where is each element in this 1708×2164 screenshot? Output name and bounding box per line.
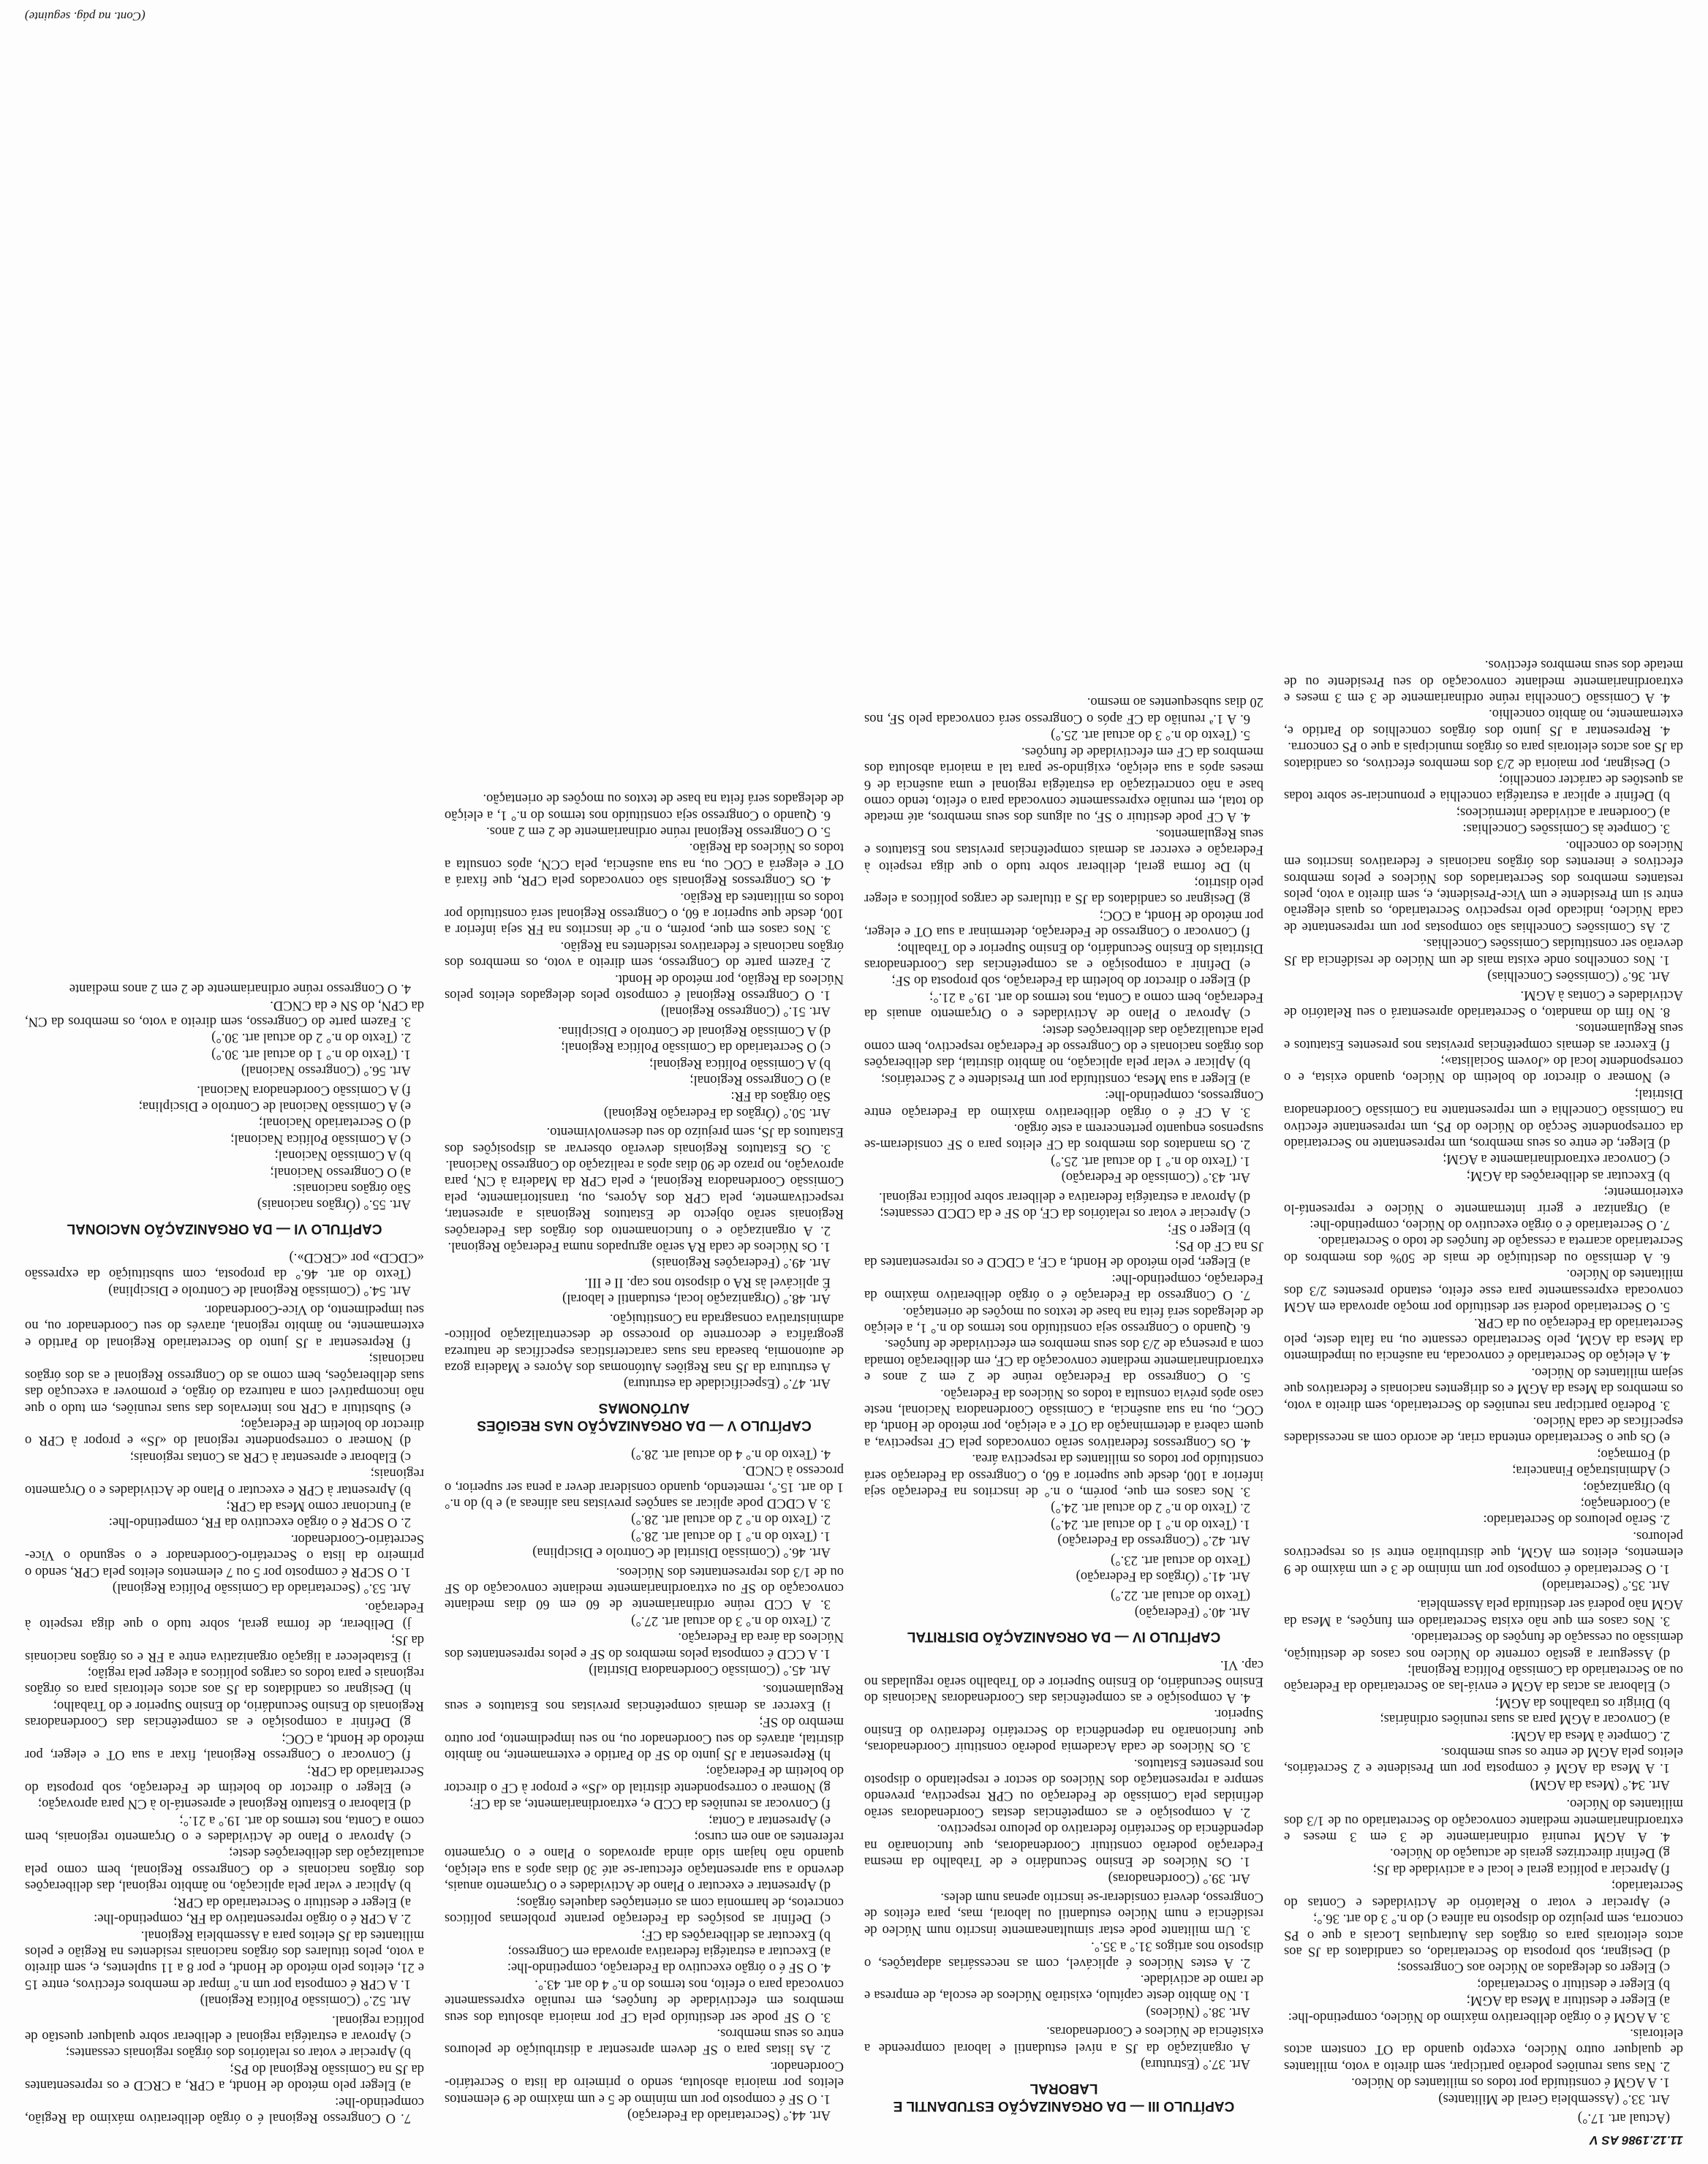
paragraph: 3. Um militante pode estar simultaneamente inscrito num Núcleo de residência e num Núcleo estudantil ou laboral, mas, para efeitos de Congresso, deverá considerar-se inscrito apenas num deles. [864, 1889, 1263, 1938]
paragraph: 3. Os Núcleos de cada Academia poderão constituir Coordenadoras, que funcionarão na dependência do Secretário federativo do Ensino Superior. [864, 1706, 1263, 1755]
paragraph: 1. O SCPR é composto por 5 ou 7 elementos eleitos pela CPR, sendo o primeiro da lista o Secretário-Coordenador e o segundo o Vice-Secretário-Coordenador. [25, 1531, 424, 1580]
paragraph: 6. Quando o Congresso seja constituído nos termos do n.° 1, a eleição de delegados será feita na base de textos ou moções de orientação. [445, 791, 844, 823]
paragraph: f) Exercer as demais competências previstas nos presentes Estatutos e seus Regulamentos. [1284, 1021, 1683, 1053]
paragraph: b) Aplicar e velar pela aplicação, no âmbito distrital, das deliberações dos órgãos nacionais e do Congresso de Federação respectivo, bem como pela actualização das deliberações deste; [864, 1022, 1263, 1071]
paragraph: 4. A Comissão Concelhia reúne ordinariamente de 3 em 3 meses e extraordinariamente mediante convocação do seu Presidente ou de metade dos seus membros efectivos. [1284, 657, 1683, 706]
paragraph: 2. A CPR é o órgão representativo da FR, competindo-lhe: [94, 1911, 411, 1927]
paragraph: 6. A 1.ª reunião da CF após o Congresso será convocada pelo SF, nos 20 dias subsequentes ao mesmo. [864, 695, 1263, 727]
paragraph: 3. Poderão participar nas reuniões do Secretariado, sem direito a voto, os membros da Mesa da AGM e os dirigentes nacionais e federativos que sejam militantes do Núcleo. [1284, 1364, 1683, 1413]
paragraph: a) O Congresso Regional; [689, 1072, 831, 1089]
paragraph: 1. (Texto do n.° 1 do actual art. 24.°) [1051, 1516, 1250, 1532]
chapter-heading: CAPÍTULO III — DA ORGANIZAÇÃO ESTUDANTIL E LABORAL [893, 2081, 1235, 2114]
paragraph: Art. 55.° (Órgãos nacionais) [257, 1197, 411, 1213]
paragraph: c) O Secretariado da Comissão Política Regional; [561, 1040, 831, 1056]
paragraph: c) Aprovar a estratégia regional e deliberar sobre qualquer questão de política regional. [25, 2012, 424, 2044]
paragraph: a) Funcionar como Mesa da CPR; [226, 1498, 411, 1514]
paragraph: 5. O Congresso da Federação reúne de 2 em 2 anos e extraordinariamente mediante convocação da CF, em deliberação tomada com a presença de 2/3 dos seus membros em efectividade de funções. [864, 1336, 1263, 1385]
paragraph: e) Apresentar a Conta; [708, 1812, 831, 1828]
paragraph: d) Formação; [1597, 1446, 1670, 1462]
paragraph: c) Definir as posições da Federação perante problemas políticos concretos, de harmonia com as orientações daqueles órgãos; [445, 1894, 844, 1927]
paragraph: 4. A CF pode destituir o SF, ou alguns dos seus membros, até metade do total, em reunião expressamente convocada para o efeito, tendo como base a não concretização da estratégia regional e uma ausência de 6 meses após a sua eleição, exigindo-se para tal a maioria absoluta dos membros da CF em efectividade de funções. [864, 744, 1263, 825]
paragraph: Art. 37.° (Estrutura) [1141, 2057, 1250, 2072]
paragraph: b) Apreciar e votar os relatórios dos órgãos regionais cessantes; [65, 2045, 411, 2061]
paragraph: f) Convocar o Congresso Regional, fixar a sua OT e eleger, por método de Hondt, a COC; [25, 1730, 424, 1763]
paragraph: Art. 51.° (Congresso Regional) [660, 1004, 831, 1020]
paragraph: 1. (Texto do n.° 1 do actual art. 28.°) [631, 1528, 831, 1544]
paragraph: 3. Os Estatutos Regionais deverão observar as disposições dos Estatutos da JS, sem prejuízo do seu desenvolvimento. [445, 1124, 844, 1157]
paragraph: 1. Os Núcleos de cada RA serão agrupados numa Federação Regional. [447, 1239, 831, 1255]
paragraph: e) Definir a composição e as competências das Coordenadoras Distritais do Ensino Secundário, do Ensino Superior e do Trabalho; [864, 940, 1263, 972]
paragraph: Art. 35.° (Secretariado) [1542, 1578, 1670, 1593]
paragraph: e) A Comissão Nacional de Controlo e Disciplina; [138, 1099, 411, 1115]
paragraph: 1. O Congresso Regional é composto pelos delegados eleitos pelos Núcleos da Região, por método de Hondt. [445, 971, 844, 1003]
paragraph: 1. A Mesa da AGM é composta por um Presidente e 2 Secretários, eleitos pela AGM de entre os seus membros. [1284, 1744, 1683, 1777]
continuation-note: (Cont. na pág. seguinte) [25, 10, 146, 23]
paragraph: A organização da JS a nível estudantil e laboral compreende a existência de Núcleos e Coordenadoras. [864, 2024, 1263, 2056]
paragraph: d) O Secretariado Nacional; [258, 1115, 411, 1131]
paragraph: 4. Os Congressos federativos serão convocados pela CF respectiva, a quem caberá a determinação da OT e a eleição, por método de Hondt, da COC, ou, na sua ausência, a Comissão Coordenadora Nacional, neste caso após prévia consulta a todos os Núcleos da Federação. [864, 1385, 1263, 1450]
paragraph: Art. 40.° (Federação) [1134, 1604, 1250, 1620]
paragraph: Art. 34.° (Mesa da AGM) [1530, 1777, 1670, 1793]
paragraph: g) Designar os candidatos da JS a titulares de cargos políticos a eleger pelo distrito; [864, 874, 1263, 907]
paragraph: (Texto do actual art. 22.°) [1111, 1588, 1250, 1604]
paragraph: 5. O Secretariado poderá ser destituído por moção aprovada em AGM convocada expressamente para esse efeito, estando presentes 2/3 dos militantes do Núcleo. [1284, 1266, 1683, 1315]
paragraph: e) Eleger o director do boletim de Federação, sob proposta do Secretariado da CPR; [25, 1763, 424, 1796]
paragraph: 4. A AGM reunirá ordinariamente de 3 em 3 meses e extraordinariamente mediante convocação do Secretariado ou de 1/3 dos militantes do Núcleo. [1284, 1796, 1683, 1845]
paragraph: a) Eleger a sua Mesa, constituída por um Presidente e 2 Secretários; [881, 1071, 1250, 1087]
header-left: 11.12.1986 AS V [1590, 2133, 1683, 2147]
text-columns [25, 29, 1683, 2126]
paragraph: 3. A CF é o órgão deliberativo máximo da Federação entre Congressos, competindo-lhe: [864, 1088, 1263, 1120]
paragraph: 3. A CDCD pode aplicar as sanções previstas nas alíneas a) e b) do n.° 1 do art. 15.°, remetendo, quando considerar dever a pena ser superior, o processo à CNCD. [445, 1463, 844, 1511]
paragraph: 1. Nos concelhos onde exista mais de um Núcleo de residência da JS deverão ser constituídas Comissões Concelhias. [1284, 936, 1683, 968]
paragraph: c) Aprovar o Plano de Actividades e o Orçamento anuais da Federação, bem como a Conta, nos termos do art. 19.° a 21.°; [864, 989, 1263, 1022]
paragraph: 2. A composição e as competências destas Coordenadoras serão definidas pela Comissão de Federação ou CPR respectiva, prevendo sempre a representação dos Núcleos do sector e respeitando o disposto nos presentes Estatutos. [864, 1755, 1263, 1820]
paragraph: 6. Quando o Congresso seja constituído nos termos do n.° 1, a eleição de delegados será feita na base de textos ou moções de orientação. [864, 1304, 1263, 1336]
paragraph: b) A Comissão Política Regional; [649, 1056, 831, 1072]
paragraph: j) Deliberar, de forma geral, sobre tudo o que diga respeito à Federação. [25, 1600, 424, 1632]
paragraph: Art. 38.° (Núcleos) [1146, 2004, 1250, 2020]
paragraph: Art. 33.° (Assembleia Geral de Militantes) [1438, 2091, 1670, 2107]
paragraph: b) Eleger o SF; [1167, 1222, 1250, 1238]
paragraph: 2. As Comissões Concelhias são compostas por um representante de cada Núcleo, indicado pelo respectivo Secretariado, os quais elegerão entre si um Presidente e um Vice-Presidente, e, sem direito a voto, pelos restantes membros dos Secretariados dos Núcleos e pelos membros efectivos e inerentes dos órgãos nacionais e federativos inscritos em Núcleos do concelho. [1284, 837, 1683, 935]
paragraph: 2. (Texto do n.° 2 do actual art. 30.°) [211, 1030, 411, 1046]
paragraph: 2. (Texto do n.° 2 do actual art. 24.°) [1051, 1500, 1250, 1516]
paragraph: g) Nomear o correspondente distrital do «JS» e propor à CF o director do boletim de Federação; [445, 1763, 844, 1796]
paragraph: 7. O Congresso da Federação é o órgão deliberativo máximo da Federação, competindo-lhe: [864, 1271, 1263, 1304]
paragraph: É aplicável às RA o disposto nos cap. II e III. [584, 1274, 831, 1290]
paragraph: b) Definir e aplicar a estratégia concelhia e pronunciar-se sobre todas as questões de carácter concelhio; [1284, 772, 1683, 804]
paragraph: c) Administração Financeira; [1512, 1463, 1670, 1479]
paragraph: 4. (Texto do n.° 4 do actual art. 28.°) [631, 1446, 831, 1462]
paragraph: 1. (Texto do n.° 1 do actual art. 30.°) [211, 1046, 411, 1062]
paragraph: Art. 48.° (Organização local, estudantil e laboral) [562, 1291, 831, 1307]
paragraph: 2. A estes Núcleos é aplicável, com as necessárias adaptações, o disposto nos artigos 31.° a 35.°. [864, 1939, 1263, 1971]
paragraph: 2. (Texto do n.° 3 do actual art. 27.°) [631, 1613, 831, 1629]
paragraph: 3. Nos casos em que não exista Secretariado em funções, a Mesa da AGM não poderá ser destituída pela Assembleia. [1284, 1597, 1683, 1629]
paragraph: d) Apresentar e executar o Plano de Actividades e o Orçamento anuais, devendo a sua apresentação efectuar-se até 30 dias após a sua eleição, quando não hajam sido ainda aprovados o Plano e o Orçamento referentes ao ano em curso; [445, 1829, 844, 1894]
paragraph: i) Estabelecer a ligação organizativa entre a FR e os órgãos nacionais da JS; [25, 1633, 424, 1665]
paragraph: 4. A eleição do Secretariado é convocada, na ausência ou impedimento da Mesa da AGM, pelo Secretariado cessante ou, na falta deste, pelo Secretariado da Federação ou da CPR. [1284, 1315, 1683, 1364]
paragraph: c) Aprovar o Plano de Actividades e o Orçamento regionais, bem como a Conta, nos termos do art. 19.° a 21.°; [25, 1812, 424, 1845]
paragraph: 5. (Texto do n.° 3 do actual art. 25.°) [1051, 727, 1250, 744]
paragraph: a) Coordenar a actividade internúcleos; [1456, 804, 1670, 820]
column-3 [445, 29, 844, 2126]
paragraph: e) Substituir a CPR nos intervalos das suas reuniões, em tudo o que não incompatível com a natureza do órgão, e promover a execução das suas deliberações, bem como as do Congresso Regional e as dos órgãos nacionais; [25, 1351, 424, 1416]
paragraph: d) Assegurar a gestão corrente do Núcleo nos casos de destituição, demissão ou cessação de funções do Secretariado. [1284, 1630, 1683, 1662]
paragraph: 1. (Texto do n.° 1 do actual art. 25.°) [1051, 1153, 1250, 1169]
paragraph: c) Eleger os delegados ao Núcleo aos Congressos; [1397, 1960, 1670, 1976]
paragraph: Art. 36.° (Comissões Concelhias) [1487, 968, 1670, 984]
paragraph: Art. 45.° (Comissão Coordenadora Distrital) [589, 1662, 831, 1679]
paragraph: 4. A composição e as competências das Coordenadoras Nacionais do Ensino Secundário, do Ensino Superior e do Trabalho serão reguladas no cap. VI. [864, 1657, 1263, 1706]
paragraph: 2. (Texto do n.° 2 do actual art. 28.°) [631, 1512, 831, 1528]
paragraph: b) Apresentar à CPR e executar o Plano de Actividades e o Orçamento regionais; [25, 1466, 424, 1498]
paragraph: (Texto do actual art. 23.°) [1111, 1552, 1250, 1568]
paragraph: 5. O Congresso Regional reúne ordinariamente de 2 em 2 anos. [486, 823, 831, 839]
paragraph: 2. A organização e o funcionamento dos órgãos das Federações Regionais serão objecto de Estatutos Regionais a apresentar, respectivamente, pela CPR dos Açores, ou, transitoriamente, pela Comissão Coordenadora Regional, e pela CPR da Madeira à CN, para aprovação, no prazo de 90 dias após a realização do Congresso Nacional. [445, 1157, 844, 1238]
paragraph: Art. 56.° (Congresso Nacional) [241, 1063, 411, 1079]
paragraph: 2. O SCPR é o órgão executivo da FR, competindo-lhe: [108, 1515, 411, 1531]
paragraph: b) Aplicar e velar pela aplicação, no âmbito regional, das deliberações dos órgãos nacionais e do Congresso Regional, bem como pela actualização das deliberações deste; [25, 1845, 424, 1894]
paragraph: 1. O SF é composto por um mínimo de 5 e um máximo de 9 elementos eleitos por maioria absoluta, sendo o primeiro da lista o Secretário-Coordenador. [445, 2058, 844, 2107]
paragraph: A estrutura da JS nas Regiões Autónomas dos Açores e Madeira goza de autonomia, baseada nas suas características específicas de natureza geográfica e decorrente do processo de descentralização político-administrativa consagrada na Constituição. [445, 1310, 844, 1375]
paragraph: a) Executar a estratégia federativa aprovada em Congresso; [507, 1943, 831, 1959]
paragraph: 3. O SF pode ser destituído pela CF por maioria absoluta dos seus membros em efectividade de funções, em reunião expressamente convocada para o efeito, nos termos do n.° 4 do art. 43.°. [445, 1976, 844, 2025]
paragraph: a) Eleger, pelo método de Hondt, a CF, a CDCD e os representantes da JS na CF do PS; [864, 1238, 1263, 1271]
paragraph: i) Exercer as demais competências previstas nos Estatutos e seus Regulamentos. [445, 1681, 844, 1714]
paragraph: h) Designar os candidatos da JS aos actos eleitorais para os órgãos regionais e para todos os cargos políticos a eleger pela região; [25, 1665, 424, 1698]
paragraph: e) Apreciar e votar o Relatório de Actividades e Contas do Secretariado; [1284, 1878, 1683, 1910]
paragraph: f) Representar a JS junto do Secretariado Regional do Partido e externamente, no âmbito regional, através do seu Coordenador ou, no seu impedimento, do Vice-Coordenador. [25, 1302, 424, 1350]
paragraph: a) Coordenação; [1580, 1495, 1670, 1511]
paragraph: (Texto do art. 46.° da proposta, com substituição da expressão «CDCD» por «CRCD».) [25, 1249, 424, 1282]
paragraph: f) Convocar o Congresso de Federação, determinar a sua OT e eleger, por método de Hondt, a COC; [864, 907, 1263, 940]
paragraph: 4. O SF é o órgão executivo da Federação, competindo-lhe: [507, 1960, 831, 1976]
paragraph: 4. Os Congressos Regionais são convocados pela CPR, que fixará a OT e elegerá a COC ou, na sua ausência, pela CCN, após consulta a todos os Núcleos da Região. [445, 840, 844, 889]
paragraph: 1. No âmbito deste capítulo, existirão Núcleos de escola, de empresa e de ramo de actividade. [864, 1971, 1263, 2004]
paragraph: 7. O Secretariado é o órgão executivo do Núcleo, competindo-lhe: [1310, 1217, 1670, 1233]
paragraph: c) Elaborar e apresentar à CPR as Contas regionais; [129, 1449, 411, 1465]
paragraph: 2. Os mandatos dos membros da CF eleitos para o SF consideram-se suspensos enquanto pertencerem a este órgão. [864, 1121, 1263, 1153]
column-2 [864, 29, 1263, 2126]
paragraph: b) Dirigir os trabalhos da AGM; [1494, 1695, 1670, 1711]
paragraph: 1. A CCD é composta pelos membros do SF e pelos representantes dos Núcleos da área da Federação. [445, 1630, 844, 1662]
paragraph: 8. No fim do mandato, o Secretariado apresentará o seu Relatório de Actividades e Contas à AGM. [1284, 988, 1683, 1020]
paragraph: d) Eleger o director do boletim da Federação, sob proposta do SF; [891, 973, 1250, 989]
paragraph: Art. 46.° (Comissão Distrital de Controlo e Disciplina) [532, 1545, 831, 1561]
paragraph: 3. A AGM é o órgão deliberativo máximo do Núcleo, competindo-lhe: [1288, 2009, 1670, 2025]
paragraph: c) Apreciar e votar os relatórios da CF, do SF e da CDCD cessantes; [880, 1206, 1250, 1222]
paragraph: d) Designar, sob proposta do Secretariado, os candidatos da JS aos actos eleitorais para os órgãos das Autarquias Locais a que o PS concorra, sem prejuízo do disposto na alínea c) do n.° 3 do art. 36.°; [1284, 1911, 1683, 1959]
paragraph: a) Eleger e destituir o Secretariado da CPR; [173, 1894, 411, 1910]
column-1 [1284, 29, 1683, 2126]
paragraph: b) Eleger e destituir o Secretariado; [1477, 1976, 1670, 1992]
paragraph: f) Apreciar a política geral e local e a actividade da JS; [1372, 1861, 1670, 1877]
paragraph: São órgãos da FR: [730, 1089, 831, 1105]
paragraph: f) Convocar as reuniões da CCD e, extraordinariamente, as da CF; [469, 1796, 831, 1812]
paragraph: a) Organizar e gerir internamente o Núcleo e representá-lo exteriormente; [1284, 1184, 1683, 1217]
chapter-heading: CAPÍTULO V — DA ORGANIZAÇÃO NAS REGIÕES AUTÓNOMAS [477, 1400, 812, 1434]
chapter-heading: CAPÍTULO IV — DA ORGANIZAÇÃO DISTRITAL [907, 1628, 1221, 1644]
paragraph: 2. Serão pelouros do Secretariado: [1483, 1512, 1670, 1528]
paragraph: Art. 39.° (Coordenadoras) [1108, 1870, 1250, 1886]
paragraph: 4. O Congresso reúne ordinariamente de 2 em 2 anos mediante [69, 981, 411, 997]
paragraph: g) Definir directrizes gerais de actuação do Núcleo. [1389, 1845, 1670, 1861]
paragraph: a) Convocar a AGM para as suas reuniões ordinárias; [1380, 1711, 1670, 1728]
paragraph: 3. A CCD reúne ordinariamente de 60 em 60 dias mediante convocação do SF ou extraordinariamente mediante convocação do SF ou de 1/3 dos representantes dos Núcleos. [445, 1564, 844, 1613]
paragraph: d) Elaborar o Estatuto Regional e apresentá-lo à CN para aprovação; [37, 1796, 411, 1812]
paragraph: e) Os que o Secretariado entenda criar, de acordo com as necessidades especificas de cada Núcleo. [1284, 1413, 1683, 1446]
paragraph: 4. Representar a JS junto dos órgãos concelhios do Partido e, externamente, no âmbito concelhio. [1284, 706, 1683, 738]
paragraph: 1. Os Núcleos de Ensino Secundário e de Trabalho da mesma Federação poderão constituir Coordenadoras, que funcionarão na dependência do Secretário federativo do pelouro respectivo. [864, 1821, 1263, 1870]
paragraph: a) Eleger pelo método de Hondt, a CPR, a CRCD e os representantes da JS na Comissão Regional do PS; [25, 2061, 424, 2094]
paragraph: d) Aprovar a estratégia federativa e deliberar sobre política regional. [879, 1189, 1250, 1205]
paragraph: a) Eleger e destituir a Mesa da AGM; [1466, 1993, 1670, 2009]
paragraph: (Actual art. 17.°) [1577, 2111, 1670, 2126]
paragraph: 2. Fazem parte do Congresso, sem direito a voto, os membros dos órgãos nacionais e federativos residentes na Região. [445, 938, 844, 971]
paragraph: Art. 43.° (Comissão de Federação) [1061, 1170, 1250, 1186]
paragraph: c) Elaborar as actas da AGM e enviá-las ao Secretariado da Federação ou ao Secretariado da Comissão Política Regional; [1284, 1662, 1683, 1695]
paragraph: Art. 44.° (Secretariado da Federação) [627, 2108, 831, 2123]
chapter-heading: CAPÍTULO VI — DA ORGANIZAÇÃO NACIONAL [67, 1221, 382, 1237]
paragraph: Art. 50.° (Órgãos da Federação Regional) [603, 1105, 831, 1121]
paragraph: b) Executar as deliberações da CF; [641, 1927, 831, 1943]
paragraph: d) Eleger, de entre os seus membros, um representante no Secretariado da correspondente Secção do Núcleo do PS, um representante efectivo na Comissão Concelhia e um representante na Comissão Coordenadora Distrital; [1284, 1086, 1683, 1151]
paragraph: Art. 53.° (Secretariado da Comissão Política Regional) [112, 1581, 411, 1596]
paragraph: b) Organização; [1583, 1479, 1670, 1495]
paragraph: 3. Fazem parte do Congresso, sem direito a voto, os membros da CN, da CPN, do SN e da CNCD. [25, 997, 424, 1029]
paragraph: 2. As listas para o SF devem apresentar a distribuição de pelouros entre os seus membros. [445, 2025, 844, 2058]
paragraph: c) Convocar extraordinariamente a AGM; [1443, 1151, 1670, 1168]
paragraph: 1. O Secretariado é composto por um mínimo de 3 e um máximo de 9 elementos, eleitos em AGM, que distribuirão entre si os respectivos pelouros. [1284, 1528, 1683, 1577]
paragraph: 2. Nas suas reuniões poderão participar, sem direito a voto, militantes de qualquer outro Núcleo, excepto quando da OT constem actos eleitorais. [1284, 2025, 1683, 2074]
paragraph: b) A Comissão Nacional; [274, 1148, 411, 1164]
paragraph: 6. A demissão ou destituição de mais de 50% dos membros do Secretariado acarreta a cessação de funções de todo o Secretariado. [1284, 1233, 1683, 1266]
paragraph: a) O Congresso Nacional; [270, 1164, 411, 1180]
paragraph: c) A Comissão Política Nacional; [230, 1131, 411, 1147]
paragraph: Art. 49.° (Federações Regionais) [651, 1255, 831, 1271]
paragraph: 2. Compete à Mesa da AGM: [1511, 1728, 1670, 1744]
paragraph: f) A Comissão Coordenadora Nacional. [197, 1082, 411, 1098]
paragraph: d) Nomear o correspondente regional do «JS» e propor à CPR o director do boletim de Federação; [25, 1416, 424, 1449]
paragraph: b) Executar as deliberações da AGM; [1466, 1168, 1670, 1184]
paragraph: h) Representar a JS junto do SF do Partido e externamente, no âmbito distrital, através do seu Coordenador ou, no seu impedimento, por outro membro do SF; [445, 1714, 844, 1763]
paragraph: Art. 52.° (Comissão Política Regional) [200, 1993, 411, 2009]
paragraph: d) A Comissão Regional de Controlo e Disciplina. [558, 1023, 831, 1039]
paragraph: c) Designar, por maioria de 2/3 dos membros efectivos, os candidatos da JS aos actos eleitorais para os órgãos municipais a que o PS concorra. [1284, 739, 1683, 771]
paragraph: Art. 54.° (Comissão Regional de Controlo e Disciplina) [108, 1282, 411, 1298]
paragraph: 3. Nos casos em que, porém, o n.° de inscritos na Federação seja inferior a 100, desde que superior a 60, o Congresso da Federação será constituído por todos os militantes da respectiva área. [864, 1451, 1263, 1499]
paragraph: São órgãos nacionais: [292, 1181, 411, 1197]
paragraph: 3. Compete às Comissões Concelhias: [1462, 821, 1670, 837]
page-header [25, 2129, 1683, 2151]
paragraph: Art. 42.° (Congresso da Federação) [1057, 1533, 1250, 1549]
paragraph: g) Definir a composição e as competências das Coordenadoras Regionais do Ensino Secundário, do Ensino Superior e do Trabalho; [25, 1698, 424, 1730]
paragraph: Art. 47.° (Especificidade da estrutura) [623, 1376, 831, 1392]
column-4 [25, 29, 424, 2126]
paragraph: 7. O Congresso Regional é o órgão deliberativo máximo da Região, competindo-lhe: [25, 2094, 424, 2126]
paragraph: 1. A CPR é composta por um n.° ímpar de membros efectivos, entre 15 e 21, eleitos pelo método de Hondt, e por 8 a 11 suplentes, e, sem direito a voto, pelos titulares dos órgãos nacionais residentes na Região e pelos militantes da JS eleitos para a Assembleia Regional. [25, 1927, 424, 1992]
paragraph: 3. Nos casos em que, porém, o n.° de inscritos na FR seja inferior a 100, desde que superior a 60, o Congresso Regional será constituído por todos os militantes da Região. [445, 889, 844, 938]
paragraph: Art. 41.° (Órgãos da Federação) [1076, 1569, 1250, 1585]
paragraph: e) Nomear o director do boletim do Núcleo, quando exista, e o correspondente local do «Jovem Socialista»; [1284, 1053, 1683, 1086]
paragraph: 1. A AGM é constituída por todos os militantes do Núcleo. [1351, 2075, 1670, 2091]
paragraph: h) De forma geral, deliberar sobre tudo o que diga respeito à Federação e exercer as demais competências previstas nos Estatutos e seus Regulamentos. [864, 825, 1263, 874]
